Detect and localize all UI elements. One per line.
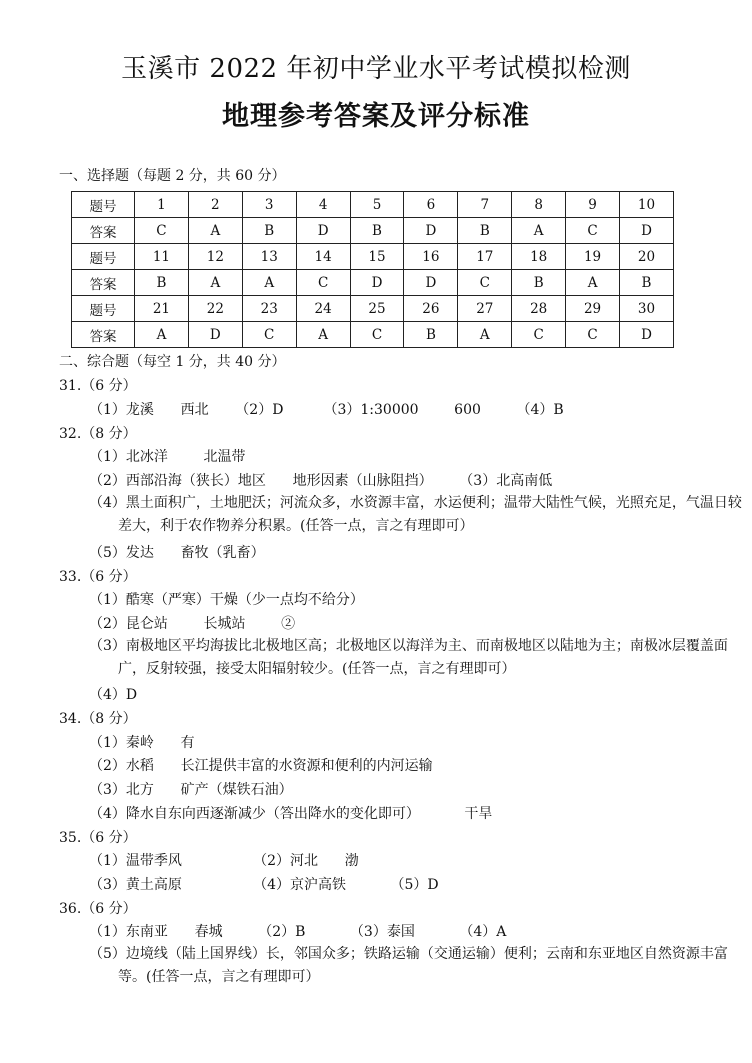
q34-line3: （3）北方 矿产（煤铁石油）	[89, 782, 293, 798]
row-label-cell: 答案	[72, 218, 135, 244]
answer-table-cell: 10	[620, 192, 674, 218]
q32-line4: （5）发达 畜牧（乳畜）	[89, 545, 265, 561]
q32-line2: （2）西部沿海（狭长）地区 地形因素（山脉阻挡） （3）北高南低	[89, 473, 553, 489]
answer-table-row	[72, 270, 674, 296]
answer-table-cell: 24	[296, 296, 350, 322]
answer-table-cell: 3	[242, 192, 296, 218]
answer-table-cell: 9	[566, 192, 620, 218]
answer-table-cell: D	[620, 322, 674, 348]
row-label-cell: 题号	[72, 244, 135, 270]
answer-table-cell: D	[404, 270, 458, 296]
answer-table-cell: C	[296, 270, 350, 296]
document-subtitle: 地理参考答案及评分标准	[222, 101, 530, 132]
q33-line4: （4）D	[89, 687, 138, 703]
answer-table-cell: D	[404, 218, 458, 244]
answer-table-cell: 1	[135, 192, 189, 218]
section2-heading: 二、综合题（每空 1 分，共 40 分）	[59, 354, 286, 370]
q34-line4: （4）降水自东向西逐渐减少（答出降水的变化即可） 干旱	[89, 806, 493, 822]
answer-table-cell: A	[296, 322, 350, 348]
answer-table-cell: 16	[404, 244, 458, 270]
row-label-cell: 答案	[72, 270, 135, 296]
answer-table-cell: 15	[350, 244, 404, 270]
row-label-cell: 答案	[72, 322, 135, 348]
q36-line2: （5）边境线（陆上国界线）长，邻国众多；铁路运输（交通运输）便利；云南和东亚地区自然资源丰富等。(任答一点，言之有理即可）	[89, 946, 728, 985]
answer-table-cell: C	[242, 322, 296, 348]
row-label-cell: 题号	[72, 296, 135, 322]
answer-table-cell: C	[512, 322, 566, 348]
answer-table-cell: 28	[512, 296, 566, 322]
q35-line2: （3）黄土高原 （4）京沪高铁 （5）D	[89, 877, 439, 893]
answer-table-cell: B	[458, 218, 512, 244]
q36-heading: 36.（6 分）	[59, 901, 137, 917]
q31-line1: （1）龙溪 西北 （2）D （3）1:30000 600 （4）B	[89, 402, 564, 418]
answer-table-cell: B	[512, 270, 566, 296]
document-title: 玉溪市 2022 年初中学业水平考试模拟检测	[121, 54, 631, 84]
answer-table-cell: 18	[512, 244, 566, 270]
answer-table-cell: 11	[135, 244, 189, 270]
answer-table-cell: C	[458, 270, 512, 296]
answer-table-cell: D	[188, 322, 242, 348]
answer-table-row	[72, 296, 674, 322]
q33-line1: （1）酷寒（严寒）干燥（少一点均不给分）	[89, 592, 364, 608]
answer-table-cell: 29	[566, 296, 620, 322]
answer-table-cell: 13	[242, 244, 296, 270]
q35-heading: 35.（6 分）	[59, 830, 137, 846]
q33-line3: （3）南极地区平均海拔比北极地区高；北极地区以海洋为主、而南极地区以陆地为主；南极冰层覆盖面广，反射较强，接受太阳辐射较少。(任答一点，言之有理即可）	[89, 638, 728, 677]
answer-table-cell: A	[566, 270, 620, 296]
answer-table-cell: 26	[404, 296, 458, 322]
q33-heading: 33.（6 分）	[59, 569, 137, 585]
answer-table-cell: C	[566, 322, 620, 348]
q34-line2: （2）水稻 长江提供丰富的水资源和便利的内河运输	[89, 758, 433, 774]
answer-table-cell: 22	[188, 296, 242, 322]
answer-table-row	[72, 192, 674, 218]
answer-table-cell: 27	[458, 296, 512, 322]
answer-table-row	[72, 244, 674, 270]
answer-table-cell: 2	[188, 192, 242, 218]
answer-table-cell: 4	[296, 192, 350, 218]
answer-table-cell: A	[188, 270, 242, 296]
answer-table-cell: 5	[350, 192, 404, 218]
answer-table-cell: 6	[404, 192, 458, 218]
answer-table-cell: 17	[458, 244, 512, 270]
answer-table-cell: B	[242, 218, 296, 244]
q36-line1: （1）东南亚 春城 （2）B （3）泰国 （4）A	[89, 924, 507, 940]
answer-table-cell: B	[350, 218, 404, 244]
q35-line1: （1）温带季风 （2）河北 渤	[89, 853, 359, 869]
answer-table-row	[72, 322, 674, 348]
q33-line2: （2）昆仑站 长城站 ②	[89, 616, 296, 632]
answer-table-cell: C	[566, 218, 620, 244]
answer-table-cell: B	[135, 270, 189, 296]
answer-table-cell: D	[296, 218, 350, 244]
q34-line1: （1）秦岭 有	[89, 735, 195, 751]
q32-line3: （4）黑土面积广，土地肥沃；河流众多，水资源丰富，水运便利；温带大陆性气候，光照充足，气温日较差大，利于农作物养分积累。(任答一点，言之有理即可）	[89, 495, 742, 534]
answer-table-cell: B	[620, 270, 674, 296]
answer-table-cell: A	[458, 322, 512, 348]
q32-heading: 32.（8 分）	[59, 426, 137, 442]
answer-table-cell: A	[135, 322, 189, 348]
q34-heading: 34.（8 分）	[59, 711, 137, 727]
answer-table-cell: 14	[296, 244, 350, 270]
answer-table	[71, 191, 674, 348]
answer-table-cell: 21	[135, 296, 189, 322]
answer-table-cell: 23	[242, 296, 296, 322]
answer-table-cell: A	[188, 218, 242, 244]
row-label-cell: 题号	[72, 192, 135, 218]
answer-table-cell: B	[404, 322, 458, 348]
answer-table-cell: 12	[188, 244, 242, 270]
q31-heading: 31.（6 分）	[59, 378, 137, 394]
answer-table-cell: 20	[620, 244, 674, 270]
answer-table-cell: 19	[566, 244, 620, 270]
answer-table-cell: 25	[350, 296, 404, 322]
answer-table-cell: D	[620, 218, 674, 244]
answer-table-row	[72, 218, 674, 244]
q32-line1: （1）北冰洋 北温带	[89, 449, 246, 465]
answer-table-cell: C	[350, 322, 404, 348]
answer-table-cell: 7	[458, 192, 512, 218]
answer-table-cell: 30	[620, 296, 674, 322]
answer-table-cell: A	[242, 270, 296, 296]
answer-table-cell: D	[350, 270, 404, 296]
answer-table-cell: A	[512, 218, 566, 244]
answer-table-cell: 8	[512, 192, 566, 218]
section1-heading: 一、选择题（每题 2 分，共 60 分）	[59, 168, 286, 184]
answer-table-cell: C	[135, 218, 189, 244]
